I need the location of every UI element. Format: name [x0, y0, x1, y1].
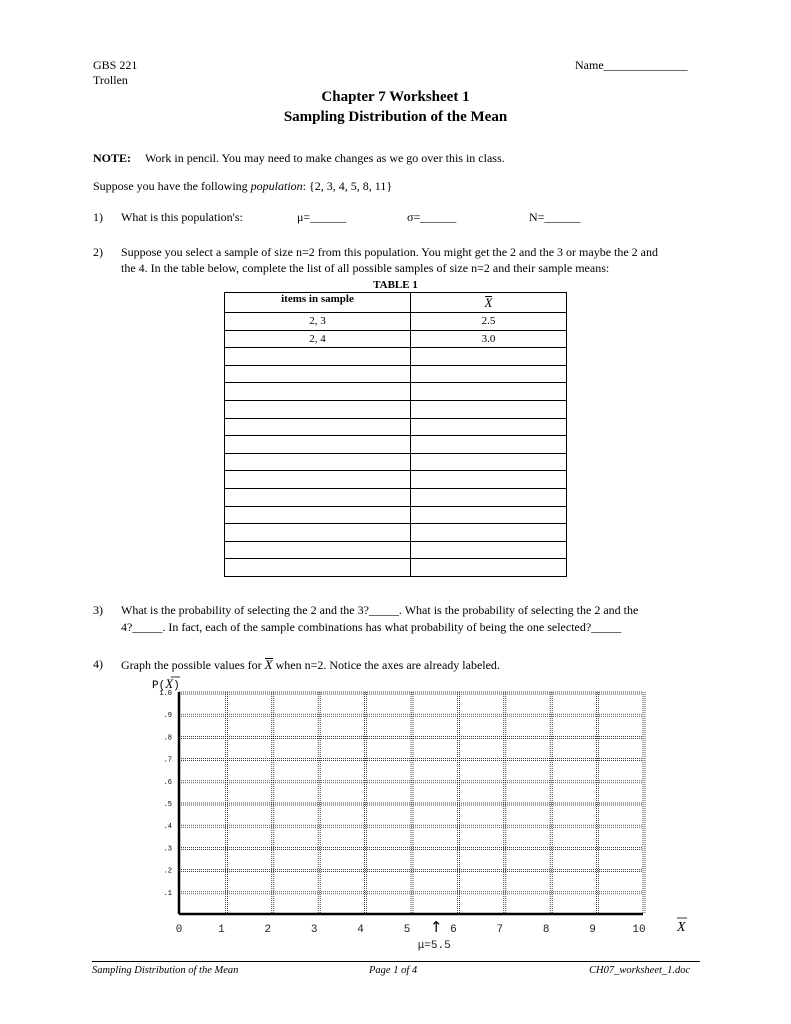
question-4-number: 4) — [93, 657, 103, 671]
population-statement — [93, 179, 392, 194]
x-bar-symbol: X — [264, 657, 273, 672]
question-2-line-2: the 4. In the table below, complete the list of all possible samples of size n=2 and their sample means: — [121, 261, 610, 275]
y-axis-label: P(X) — [152, 676, 180, 692]
sample-mean-cell — [411, 506, 567, 524]
population-prefix: Suppose you have the following — [93, 179, 251, 193]
note-label: NOTE: — [93, 151, 132, 165]
table-header-row — [225, 293, 567, 313]
sample-items-cell — [225, 453, 411, 471]
sample-mean-cell — [411, 383, 567, 401]
items-in-sample-header: items in sample — [225, 293, 411, 313]
x-tick-label: 0 — [175, 924, 183, 936]
x-tick-label: 2 — [264, 924, 272, 936]
footer-page-number: Page 1 of 4 — [369, 965, 418, 976]
table-row — [225, 400, 567, 418]
x-axis-label: X — [677, 920, 686, 935]
sample-items-cell: 2, 3 — [225, 313, 411, 331]
x-tick-label: 4 — [357, 924, 364, 936]
question-1-text: What is this population's: — [121, 210, 243, 224]
sample-mean-cell — [411, 400, 567, 418]
n-blank: N=______ — [529, 210, 581, 224]
sample-mean-cell — [411, 488, 567, 506]
question-4-suffix: when n=2. Notice the axes are already labeled. — [272, 658, 500, 672]
probability-graph — [0, 670, 791, 960]
question-3-line-2: 4?_____. In fact, each of the sample combinations has what probability of being the one selected?_____ — [121, 620, 622, 634]
sample-items-cell — [225, 488, 411, 506]
table-row — [225, 436, 567, 454]
sample-items-cell — [225, 400, 411, 418]
population-set: : {2, 3, 4, 5, 8, 11} — [302, 179, 393, 193]
x-tick-label: 7 — [496, 924, 504, 936]
sample-mean-cell: 3.0 — [411, 330, 567, 348]
table-row — [225, 471, 567, 489]
question-2-number: 2) — [93, 245, 103, 259]
x-tick-label: 1 — [218, 924, 225, 936]
sample-mean-cell: 2.5 — [411, 313, 567, 331]
sample-items-cell — [225, 383, 411, 401]
table-row — [225, 330, 567, 348]
mu-arrow-icon: ↑ — [429, 918, 443, 936]
question-2-line-1: Suppose you select a sample of size n=2 from this population. You might get the 2 and the 3 or maybe the 2 and — [121, 245, 659, 259]
samples-table-body — [225, 313, 567, 577]
sample-items-cell — [225, 365, 411, 383]
table-row — [225, 348, 567, 366]
sample-items-cell — [225, 559, 411, 577]
y-tick-label: .2 — [163, 867, 172, 876]
sample-mean-header — [411, 293, 567, 313]
y-tick-label: .6 — [163, 778, 172, 787]
sample-items-cell: 2, 4 — [225, 330, 411, 348]
worksheet-title: Chapter 7 Worksheet 1 — [321, 89, 470, 105]
question-3-number: 3) — [93, 603, 103, 617]
worksheet-subtitle: Sampling Distribution of the Mean — [283, 109, 508, 125]
y-tick-label: .7 — [163, 756, 172, 765]
table-row — [225, 418, 567, 436]
question-1-number: 1) — [93, 210, 103, 224]
sample-mean-cell — [411, 348, 567, 366]
table-row — [225, 313, 567, 331]
table-row — [225, 383, 567, 401]
table-row — [225, 453, 567, 471]
sample-mean-cell — [411, 436, 567, 454]
mu-label: μ=5.5 — [417, 940, 451, 952]
x-tick-label: 5 — [403, 924, 411, 936]
student-name-field: Name______________ — [575, 58, 688, 72]
question-4-prefix: Graph the possible values for — [121, 658, 265, 672]
sample-mean-cell — [411, 559, 567, 577]
note-text: Work in pencil. You may need to make changes as we go over this in class. — [145, 151, 505, 165]
sample-mean-cell — [411, 471, 567, 489]
y-tick-label: .4 — [163, 823, 172, 832]
course-code: GBS 221 — [93, 58, 138, 72]
table-row — [225, 524, 567, 542]
sigma-blank: σ=______ — [407, 210, 457, 224]
table-row — [225, 365, 567, 383]
sample-mean-cell — [411, 365, 567, 383]
sample-mean-cell — [411, 453, 567, 471]
sample-items-cell — [225, 524, 411, 542]
instructor-name: Trollen — [93, 73, 128, 87]
x-tick-label: 3 — [310, 924, 318, 936]
table-row — [225, 488, 567, 506]
table-row — [225, 541, 567, 559]
x-tick-label: 10 — [632, 924, 646, 936]
question-3-line-1: What is the probability of selecting the 2 and the 3?_____. What is the probability of selecting the 2 and the — [121, 603, 639, 617]
population-word: population — [250, 179, 303, 193]
sample-items-cell — [225, 436, 411, 454]
table-row — [225, 559, 567, 577]
y-tick-label: .8 — [163, 734, 172, 743]
sample-items-cell — [225, 506, 411, 524]
footer-filename: CH07_worksheet_1.doc — [589, 965, 691, 976]
sample-items-cell — [225, 418, 411, 436]
x-tick-label: 6 — [450, 924, 457, 936]
table-1-caption: TABLE 1 — [373, 279, 418, 291]
sample-mean-cell — [411, 524, 567, 542]
x-tick-label: 9 — [589, 924, 596, 936]
mu-blank: μ=______ — [297, 210, 347, 224]
y-tick-label: .5 — [163, 801, 172, 809]
sample-items-cell — [225, 471, 411, 489]
sample-mean-cell — [411, 418, 567, 436]
table-row — [225, 506, 567, 524]
x-tick-label: 8 — [542, 924, 550, 936]
footer-rule — [92, 961, 700, 962]
x-bar-symbol: X — [484, 294, 493, 310]
sample-items-cell — [225, 541, 411, 559]
sample-mean-cell — [411, 541, 567, 559]
y-tick-label: .3 — [163, 845, 172, 854]
y-tick-label: .1 — [163, 889, 172, 898]
sample-items-cell — [225, 348, 411, 366]
y-tick-label: .9 — [163, 712, 172, 721]
y-tick-label: 1.0 — [159, 690, 172, 698]
footer-document-title: Sampling Distribution of the Mean — [92, 965, 239, 976]
samples-table — [224, 292, 567, 577]
